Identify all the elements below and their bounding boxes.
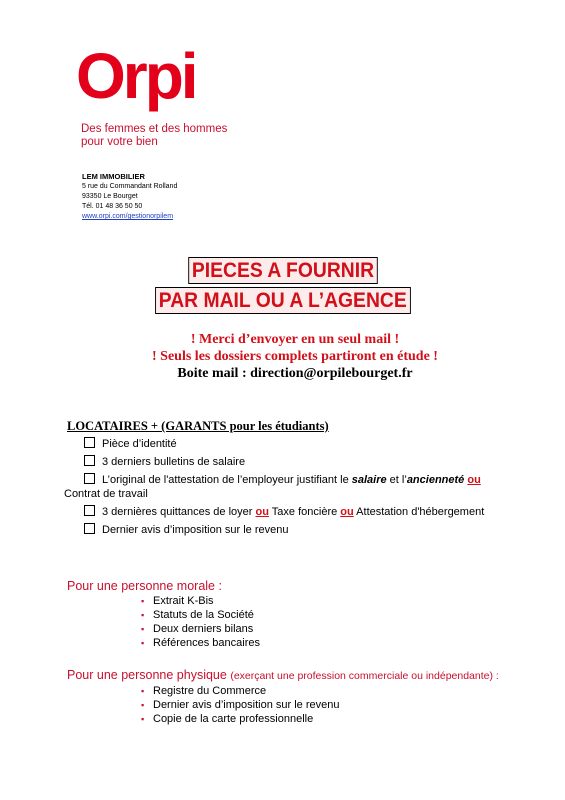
- checklist-item: L’original de l'attestation de l’employeur justifiant le salaire et l’ancienneté ou Contrat de travail: [84, 473, 524, 501]
- agency-info: [82, 172, 177, 222]
- checkbox-icon: [84, 437, 95, 448]
- section-heading-locataires: LOCATAIRES + (GARANTS pour les étudiants): [67, 419, 329, 433]
- list-personne-morale: [141, 594, 260, 650]
- agency-website-link[interactable]: www.orpi.com/gestionorpilem: [82, 213, 174, 220]
- tagline-line: pour votre bien: [81, 136, 158, 148]
- agency-address1: 5 rue du Commandant Rolland: [82, 183, 178, 190]
- list-personne-physique: [141, 684, 339, 726]
- heading-personne-physique-label: Pour une personne physique: [67, 668, 227, 682]
- checklist-item: 3 derniers bulletins de salaire: [84, 455, 524, 469]
- title-line-2: PAR MAIL OU A L’AGENCE: [155, 287, 410, 314]
- title-line-1: PIECES A FOURNIR: [188, 257, 377, 284]
- checklist-item-continuation: Contrat de travail: [64, 488, 148, 500]
- list-item: ▪ Registre du Commerce: [141, 684, 339, 698]
- heading-personne-physique: [67, 668, 499, 682]
- heading-personne-physique-note: (exerçant une profession commerciale ou indépendante) :: [230, 670, 499, 682]
- checkbox-icon: [84, 505, 95, 516]
- note-single-mail: ! Merci d’envoyer en un seul mail !: [190, 332, 400, 347]
- page-title: [0, 257, 565, 314]
- list-item: ▪ Extrait K-Bis: [141, 594, 260, 608]
- checklist: [64, 437, 524, 541]
- list-item: ▪ Statuts de la Société: [141, 608, 260, 622]
- checkbox-icon: [84, 473, 95, 484]
- svg-text:Orpi: Orpi: [76, 40, 196, 112]
- list-item: ▪ Copie de la carte professionnelle: [141, 712, 339, 726]
- agency-name: LEM IMMOBILIER: [82, 172, 145, 181]
- checklist-item: Pièce d’identité: [84, 437, 524, 451]
- orpi-logo: [76, 40, 204, 116]
- agency-address2: 93350 Le Bourget: [82, 193, 138, 200]
- checklist-item: Dernier avis d’imposition sur le revenu: [84, 523, 524, 537]
- checkbox-icon: [84, 523, 95, 534]
- list-item: ▪ Références bancaires: [141, 636, 260, 650]
- checkbox-icon: [84, 455, 95, 466]
- tagline-line: Des femmes et des hommes: [81, 123, 228, 135]
- agency-phone: Tél. 01 48 36 50 50: [82, 203, 143, 210]
- heading-personne-morale: Pour une personne morale :: [67, 579, 222, 593]
- list-item: ▪ Deux derniers bilans: [141, 622, 260, 636]
- mail-address: Boite mail : direction@orpilebourget.fr: [177, 366, 413, 381]
- note-complete-files: ! Seuls les dossiers complets partiront en étude !: [152, 349, 438, 364]
- tagline: [81, 123, 227, 149]
- list-item: ▪ Dernier avis d’imposition sur le revenu: [141, 698, 339, 712]
- checklist-item: 3 dernières quittances de loyer ou Taxe foncière ou Attestation d'hébergement: [84, 505, 524, 519]
- notes: [0, 331, 565, 382]
